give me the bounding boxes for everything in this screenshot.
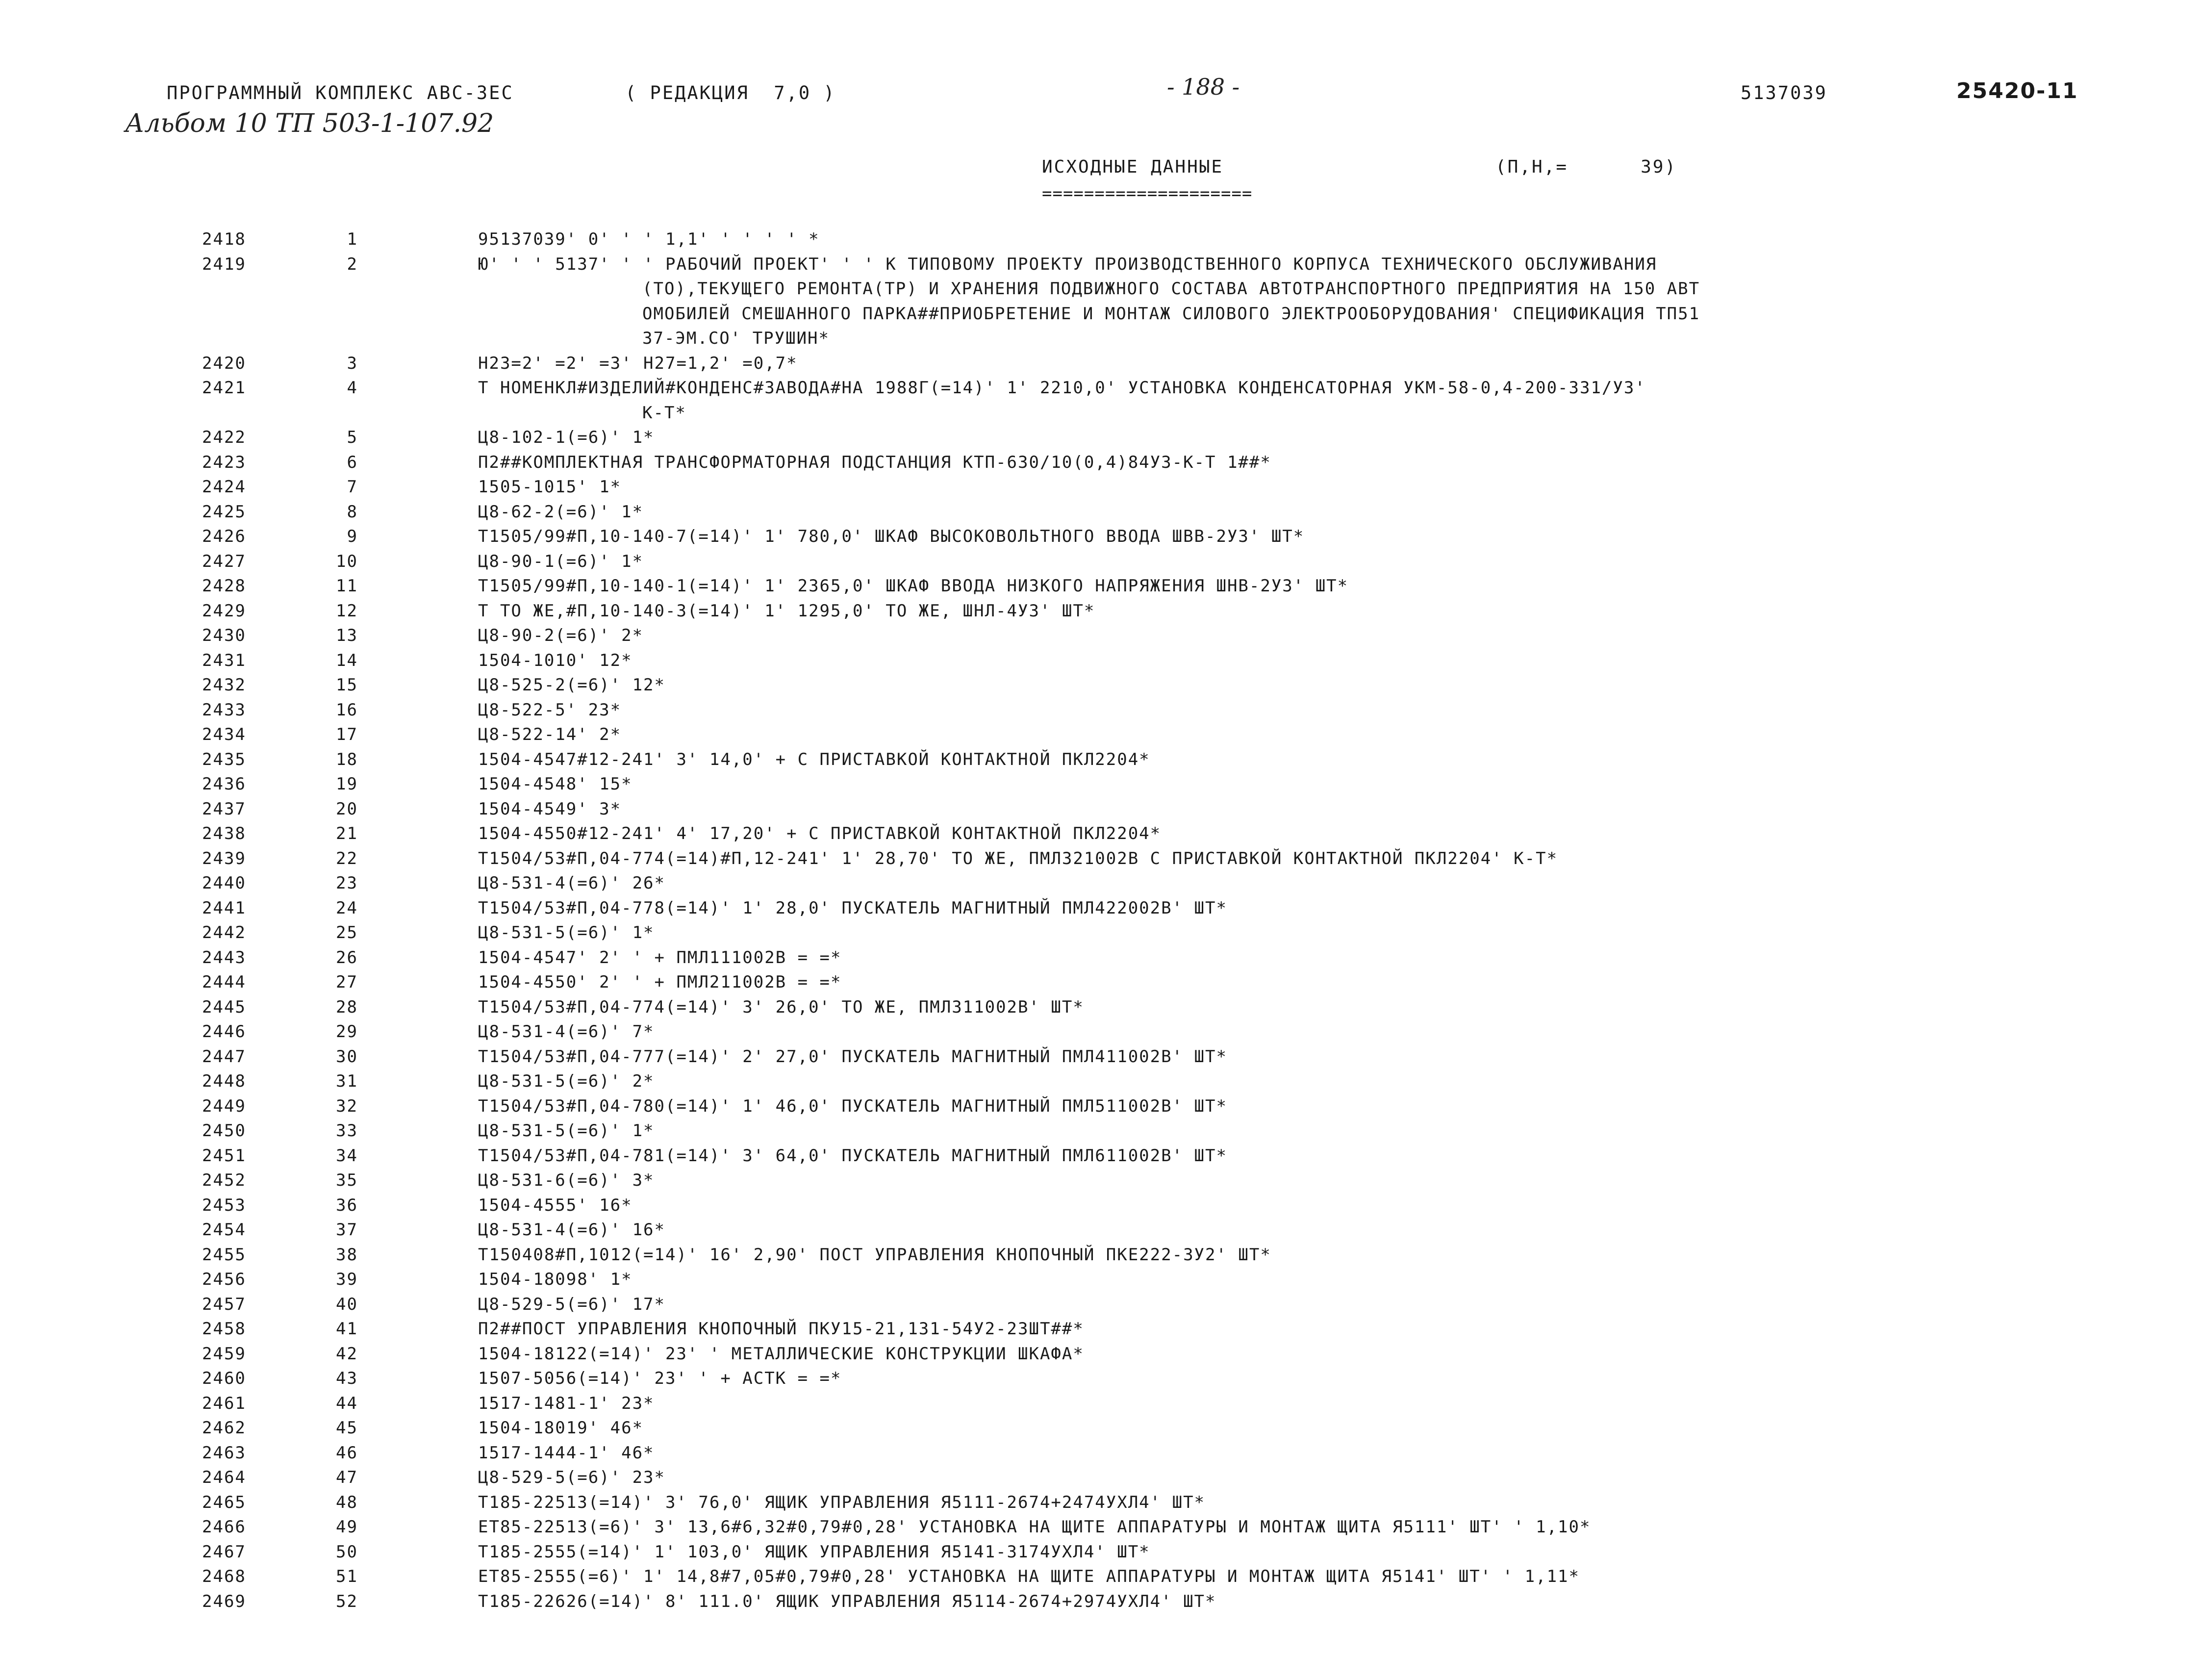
record-index: 35	[336, 1171, 358, 1190]
line-number: 2454	[202, 1220, 246, 1240]
line-number: 2444	[202, 972, 246, 992]
record-index: 43	[336, 1369, 358, 1388]
record-text: Ц8-102-1(=6)' 1*	[478, 428, 655, 447]
line-number: 2449	[202, 1096, 246, 1116]
record-text: Ц8-522-5' 23*	[478, 700, 622, 720]
record-index: 50	[336, 1542, 358, 1562]
line-number: 2427	[202, 551, 246, 571]
record-text: 1504-4549' 3*	[478, 799, 622, 819]
listing-row	[0, 651, 2201, 676]
page-number: - 188 -	[1167, 74, 1240, 100]
listing-row	[0, 626, 2201, 651]
listing-row	[0, 477, 2201, 502]
record-text: Т185-22513(=14)' 3' 76,0' ЯЩИК УПРАВЛЕНИЯ Я5111-2674+2474УХЛ4' ШТ*	[478, 1492, 1206, 1512]
record-text: ЕТ85-22513(=6)' 3' 13,6#6,32#0,79#0,28' УСТАНОВКА НА ЩИТЕ АППАРАТУРЫ И МОНТАЖ ЩИТА Я5111' ШТ' ' 1,10*	[478, 1517, 1591, 1537]
record-index: 7	[347, 477, 358, 497]
record-text: Т1504/53#П,04-777(=14)' 2' 27,0' ПУСКАТЕЛЬ МАГНИТНЫЙ ПМЛ411002В' ШТ*	[478, 1046, 1227, 1067]
record-text: 1507-5056(=14)' 23' ' + АСТК = =*	[478, 1369, 842, 1388]
record-text: Т185-22626(=14)' 8' 111.0' ЯЩИК УПРАВЛЕНИЯ Я5114-2674+2974УХЛ4' ШТ*	[478, 1591, 1216, 1611]
record-text: 1504-4555' 16*	[478, 1195, 632, 1215]
line-number: 2439	[202, 848, 246, 868]
record-continuation	[0, 329, 2201, 354]
listing-row	[0, 1369, 2201, 1394]
record-index: 9	[347, 527, 358, 546]
record-text: Т1504/53#П,04-778(=14)' 1' 28,0' ПУСКАТЕЛЬ МАГНИТНЫЙ ПМЛ422002В' ШТ*	[478, 898, 1227, 918]
listing-row	[0, 1493, 2201, 1518]
record-index: 42	[336, 1344, 358, 1364]
line-number: 2424	[202, 477, 246, 497]
record-index: 11	[336, 576, 358, 596]
record-index: 38	[336, 1245, 358, 1265]
listing-row	[0, 1344, 2201, 1369]
listing-row	[0, 576, 2201, 601]
line-number: 2420	[202, 353, 246, 373]
record-text: Ц8-531-4(=6)' 7*	[478, 1022, 655, 1042]
record-index: 32	[336, 1096, 358, 1116]
record-text: Ю' ' ' 5137' ' ' РАБОЧИЙ ПРОЕКТ' ' ' К ТИПОВОМУ ПРОЕКТУ ПРОИЗВОДСТВЕННОГО КОРПУСА ТЕХНИЧЕСКОГО ОБСЛУЖИВАНИЯ	[478, 254, 1657, 274]
listing-row	[0, 1567, 2201, 1592]
line-number: 2434	[202, 725, 246, 744]
edition-label: ( РЕДАКЦИЯ 7,0 )	[625, 82, 836, 103]
line-number: 2465	[202, 1492, 246, 1512]
record-index: 29	[336, 1022, 358, 1042]
record-index: 52	[336, 1591, 358, 1611]
record-text: Т1504/53#П,04-781(=14)' 3' 64,0' ПУСКАТЕЛЬ МАГНИТНЫЙ ПМЛ611002В' ШТ*	[478, 1145, 1227, 1166]
record-index: 1	[347, 229, 358, 249]
listing-row	[0, 849, 2201, 874]
listing-row	[0, 750, 2201, 775]
record-text-continued: (ТО),ТЕКУЩЕГО РЕМОНТА(ТР) И ХРАНЕНИЯ ПОДВИЖНОГО СОСТАВА АВТОТРАНСПОРТНОГО ПРЕДПРИЯТИЯ НА 150 АВТ	[642, 279, 1700, 299]
line-number: 2458	[202, 1319, 246, 1339]
record-text: 1504-18098' 1*	[478, 1270, 632, 1289]
record-index: 31	[336, 1071, 358, 1091]
record-index: 25	[336, 923, 358, 942]
listing-rows	[0, 229, 2201, 1616]
listing-row	[0, 873, 2201, 898]
listing-row	[0, 1171, 2201, 1196]
line-number: 2443	[202, 947, 246, 967]
listing-row	[0, 1270, 2201, 1295]
listing-row	[0, 1542, 2201, 1567]
listing-row	[0, 1220, 2201, 1245]
listing-row	[0, 1096, 2201, 1121]
listing-row	[0, 948, 2201, 973]
record-index: 19	[336, 774, 358, 794]
record-index: 51	[336, 1567, 358, 1586]
record-text: 1504-18122(=14)' 23' ' МЕТАЛЛИЧЕСКИЕ КОНСТРУКЦИИ ШКАФА*	[478, 1344, 1084, 1364]
record-index: 15	[336, 675, 358, 695]
record-text: 1504-18019' 46*	[478, 1418, 644, 1438]
record-text: Ц8-531-6(=6)' 3*	[478, 1171, 655, 1190]
listing-row	[0, 824, 2201, 849]
record-index: 33	[336, 1121, 358, 1141]
listing-row	[0, 1418, 2201, 1443]
listing-row	[0, 378, 2201, 403]
line-number: 2418	[202, 229, 246, 249]
listing-row	[0, 997, 2201, 1022]
record-index: 45	[336, 1418, 358, 1438]
line-number: 2441	[202, 898, 246, 918]
line-number: 2431	[202, 650, 246, 670]
record-index: 18	[336, 749, 358, 769]
record-index: 22	[336, 848, 358, 868]
code-number: 5137039	[1741, 82, 1827, 103]
record-index: 20	[336, 799, 358, 819]
line-number: 2457	[202, 1294, 246, 1314]
record-text: 1504-1010' 12*	[478, 650, 632, 670]
listing-row	[0, 1592, 2201, 1617]
record-index: 8	[347, 502, 358, 522]
line-number: 2459	[202, 1344, 246, 1364]
record-index: 10	[336, 551, 358, 571]
record-text: 1504-4547#12-241' 3' 14,0' + С ПРИСТАВКОЙ КОНТАКТНОЙ ПКЛ2204*	[478, 749, 1150, 769]
record-index: 5	[347, 428, 358, 447]
record-index: 3	[347, 353, 358, 373]
record-index: 46	[336, 1443, 358, 1463]
record-continuation	[0, 403, 2201, 428]
line-number: 2448	[202, 1071, 246, 1091]
line-number: 2447	[202, 1046, 246, 1067]
program-title: ПРОГРАММНЫЙ КОМПЛЕКС АВС-3ЕС	[167, 82, 514, 103]
listing-row	[0, 229, 2201, 255]
record-text: Т150408#П,1012(=14)' 16' 2,90' ПОСТ УПРАВЛЕНИЯ КНОПОЧНЫЙ ПКЕ222-3У2' ШТ*	[478, 1245, 1271, 1265]
record-text: Т1505/99#П,10-140-1(=14)' 1' 2365,0' ШКАФ ВВОДА НИЗКОГО НАПРЯЖЕНИЯ ШНВ-2У3' ШТ*	[478, 576, 1349, 596]
record-index: 27	[336, 972, 358, 992]
record-text: Ц8-529-5(=6)' 17*	[478, 1294, 665, 1314]
listing-row	[0, 1047, 2201, 1072]
line-number: 2419	[202, 254, 246, 274]
listing-row	[0, 1295, 2201, 1320]
record-text: Ц8-522-14' 2*	[478, 725, 622, 744]
listing-row	[0, 1022, 2201, 1047]
listing-row	[0, 552, 2201, 577]
record-text-continued: К-Т*	[642, 403, 686, 423]
record-text: 1504-4550#12-241' 4' 17,20' + С ПРИСТАВКОЙ КОНТАКТНОЙ ПКЛ2204*	[478, 824, 1162, 843]
line-number: 2423	[202, 452, 246, 472]
listing-row	[0, 923, 2201, 948]
record-index: 14	[336, 650, 358, 670]
record-text: Ц8-525-2(=6)' 12*	[478, 675, 665, 695]
listing-row	[0, 799, 2201, 824]
listing-row	[0, 700, 2201, 725]
record-index: 26	[336, 947, 358, 967]
line-number: 2442	[202, 923, 246, 942]
listing-row	[0, 1468, 2201, 1493]
listing-row	[0, 453, 2201, 478]
listing-row	[0, 774, 2201, 799]
line-number: 2456	[202, 1270, 246, 1289]
record-index: 21	[336, 824, 358, 843]
listing-row	[0, 675, 2201, 700]
line-number: 2438	[202, 824, 246, 843]
record-index: 44	[336, 1393, 358, 1413]
listing-row	[0, 601, 2201, 626]
listing-row	[0, 1196, 2201, 1221]
record-text: Т ТО ЖЕ,#П,10-140-3(=14)' 1' 1295,0' ТО ЖЕ, ШНЛ-4У3' ШТ*	[478, 601, 1095, 621]
record-index: 30	[336, 1046, 358, 1067]
line-number: 2437	[202, 799, 246, 819]
record-text: Ц8-531-5(=6)' 2*	[478, 1071, 655, 1091]
line-number: 2426	[202, 527, 246, 546]
listing-row	[0, 1443, 2201, 1468]
listing-row	[0, 725, 2201, 750]
record-index: 17	[336, 725, 358, 744]
line-number: 2436	[202, 774, 246, 794]
listing-row	[0, 1394, 2201, 1419]
line-number: 2445	[202, 997, 246, 1017]
record-index: 49	[336, 1517, 358, 1537]
record-text: 1505-1015' 1*	[478, 477, 622, 497]
record-index: 36	[336, 1195, 358, 1215]
listing-row	[0, 354, 2201, 379]
record-continuation	[0, 304, 2201, 329]
record-text: Ц8-531-4(=6)' 16*	[478, 1220, 665, 1240]
line-number: 2421	[202, 378, 246, 398]
record-index: 39	[336, 1270, 358, 1289]
record-index: 23	[336, 873, 358, 893]
listing-row	[0, 1517, 2201, 1542]
section-param: (П,Н,= 39)	[1495, 157, 1677, 177]
record-index: 41	[336, 1319, 358, 1339]
record-text: ЕТ85-2555(=6)' 1' 14,8#7,05#0,79#0,28' УСТАНОВКА НА ЩИТЕ АППАРАТУРЫ И МОНТАЖ ЩИТА Я5141' ШТ' ' 1,11*	[478, 1567, 1580, 1586]
line-number: 2453	[202, 1195, 246, 1215]
record-index: 13	[336, 626, 358, 645]
line-number: 2463	[202, 1443, 246, 1463]
record-index: 24	[336, 898, 358, 918]
listing-row	[0, 1121, 2201, 1146]
record-text: Ц8-90-1(=6)' 1*	[478, 551, 644, 571]
record-index: 40	[336, 1294, 358, 1314]
record-text: Т НОМЕНКЛ#ИЗДЕЛИЙ#КОНДЕНС#ЗАВОДА#НА 1988Г(=14)' 1' 2210,0' УСТАНОВКА КОНДЕНСАТОРНАЯ УКМ-58-0,4-200-331/У3'	[478, 378, 1646, 398]
line-number: 2451	[202, 1145, 246, 1166]
record-text: Ц8-62-2(=6)' 1*	[478, 502, 644, 522]
line-number: 2462	[202, 1418, 246, 1438]
listing-row	[0, 428, 2201, 453]
record-text: Т1505/99#П,10-140-7(=14)' 1' 780,0' ШКАФ ВЫСОКОВОЛЬТНОГО ВВОДА ШВВ-2У3' ШТ*	[478, 527, 1305, 546]
line-number: 2432	[202, 675, 246, 695]
record-text: Т185-2555(=14)' 1' 103,0' ЯЩИК УПРАВЛЕНИЯ Я5141-3174УХЛ4' ШТ*	[478, 1542, 1150, 1562]
record-index: 16	[336, 700, 358, 720]
line-number: 2422	[202, 428, 246, 447]
line-number: 2446	[202, 1022, 246, 1042]
record-index: 37	[336, 1220, 358, 1240]
record-text: П2##КОМПЛЕКТНАЯ ТРАНСФОРМАТОРНАЯ ПОДСТАНЦИЯ КТП-630/10(0,4)84У3-К-Т 1##*	[478, 452, 1271, 472]
line-number: 2466	[202, 1517, 246, 1537]
record-text: Н23=2' =2' =3' Н27=1,2' =0,7*	[478, 353, 798, 373]
record-index: 28	[336, 997, 358, 1017]
record-text: Ц8-529-5(=6)' 23*	[478, 1468, 665, 1487]
line-number: 2429	[202, 601, 246, 621]
record-text-continued: 37-ЭМ.СО' ТРУШИН*	[642, 329, 830, 348]
listing-row	[0, 898, 2201, 923]
record-continuation	[0, 279, 2201, 304]
listing-row	[0, 1071, 2201, 1096]
record-text: 1504-4547' 2' ' + ПМЛ111002В = =*	[478, 947, 842, 967]
line-number: 2435	[202, 749, 246, 769]
record-text: Ц8-531-5(=6)' 1*	[478, 1121, 655, 1141]
line-number: 2428	[202, 576, 246, 596]
record-text: Ц8-531-4(=6)' 26*	[478, 873, 665, 893]
listing-row	[0, 972, 2201, 997]
line-number: 2468	[202, 1567, 246, 1586]
record-text: Т1504/53#П,04-780(=14)' 1' 46,0' ПУСКАТЕЛЬ МАГНИТНЫЙ ПМЛ511002В' ШТ*	[478, 1096, 1227, 1116]
listing-row	[0, 1146, 2201, 1171]
line-number: 2450	[202, 1121, 246, 1141]
line-number: 2467	[202, 1542, 246, 1562]
record-text: 1504-4550' 2' ' + ПМЛ211002В = =*	[478, 972, 842, 992]
line-number: 2440	[202, 873, 246, 893]
listing-row	[0, 1245, 2201, 1270]
listing-row	[0, 527, 2201, 552]
record-text: П2##ПОСТ УПРАВЛЕНИЯ КНОПОЧНЫЙ ПКУ15-21,131-54У2-23ШТ##*	[478, 1319, 1084, 1339]
line-number: 2460	[202, 1369, 246, 1388]
line-number: 2455	[202, 1245, 246, 1265]
record-text: Т1504/53#П,04-774(=14)#П,12-241' 1' 28,70' ТО ЖЕ, ПМЛ321002В С ПРИСТАВКОЙ КОНТАКТНОЙ ПКЛ2204' К-Т*	[478, 848, 1558, 868]
record-index: 34	[336, 1145, 358, 1166]
record-index: 2	[347, 254, 358, 274]
record-text-continued: ОМОБИЛЕЙ СМЕШАННОГО ПАРКА##ПРИОБРЕТЕНИЕ И МОНТАЖ СИЛОВОГО ЭЛЕКТРООБОРУДОВАНИЯ' СПЕЦИФИКАЦИЯ ТП51	[642, 304, 1700, 324]
record-index: 12	[336, 601, 358, 621]
line-number: 2425	[202, 502, 246, 522]
document-number: 25420-11	[1956, 78, 2078, 103]
record-text: 1504-4548' 15*	[478, 774, 632, 794]
record-index: 4	[347, 378, 358, 398]
section-underline: ====================	[1042, 184, 1253, 204]
record-text: Ц8-531-5(=6)' 1*	[478, 923, 655, 942]
record-text: Ц8-90-2(=6)' 2*	[478, 626, 644, 645]
line-number: 2430	[202, 626, 246, 645]
record-text: 1517-1444-1' 46*	[478, 1443, 655, 1463]
listing-row	[0, 502, 2201, 527]
record-text: 1517-1481-1' 23*	[478, 1393, 655, 1413]
section-title: ИСХОДНЫЕ ДАННЫЕ	[1042, 157, 1224, 177]
record-text: 95137039' 0' ' ' 1,1' ' ' ' ' *	[478, 229, 820, 249]
line-number: 2464	[202, 1468, 246, 1487]
record-index: 48	[336, 1492, 358, 1512]
album-reference: Альбом 10 ТП 503-1-107.92	[125, 109, 494, 138]
line-number: 2452	[202, 1171, 246, 1190]
line-number: 2433	[202, 700, 246, 720]
line-number: 2469	[202, 1591, 246, 1611]
listing-row	[0, 255, 2201, 280]
record-text: Т1504/53#П,04-774(=14)' 3' 26,0' ТО ЖЕ, ПМЛ311002В' ШТ*	[478, 997, 1084, 1017]
record-index: 47	[336, 1468, 358, 1487]
line-number: 2461	[202, 1393, 246, 1413]
listing-row	[0, 1319, 2201, 1344]
record-index: 6	[347, 452, 358, 472]
